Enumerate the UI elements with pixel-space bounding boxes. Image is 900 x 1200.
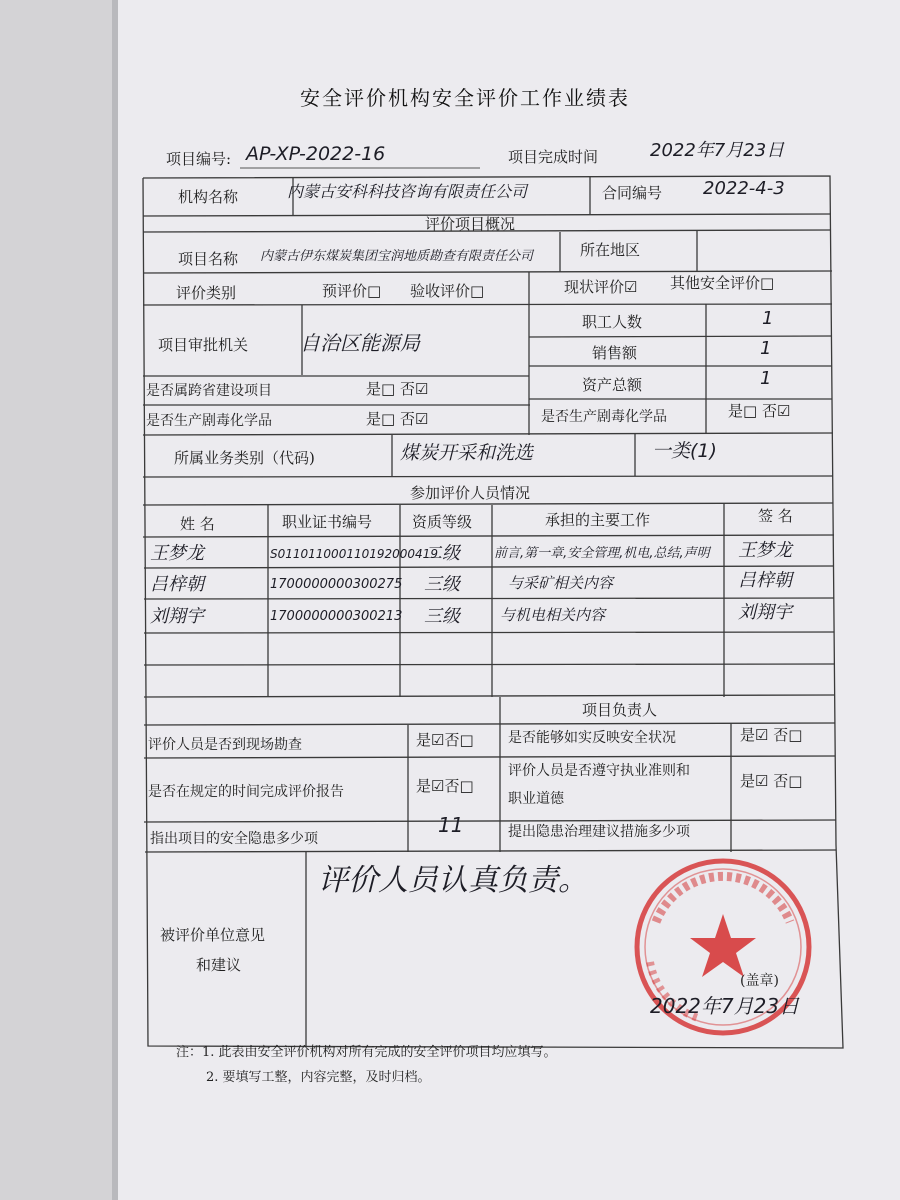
business-category-value: 煤炭开采和洗选 <box>400 442 534 464</box>
col-sign-header: 签 名 <box>758 507 793 525</box>
assets-label: 资产总额 <box>582 376 643 394</box>
evaluator-2-sign: 吕梓朝 <box>738 570 792 591</box>
note-2: 2. 要填写工整，内容完整，及时归档。 <box>206 1070 431 1085</box>
project-name-value: 内蒙古伊东煤炭集团宝润地质勘查有限责任公司 <box>260 249 534 264</box>
business-code-value: 一类(1) <box>652 440 717 462</box>
on-time-label: 是否在规定的时间完成评价报告 <box>148 784 344 800</box>
toxic-chem-choice-2: 是□ 否☑ <box>728 402 791 420</box>
project-leader-heading: 项目负责人 <box>582 701 658 719</box>
completion-date-value: 2022年7月23日 <box>650 140 785 161</box>
project-name-label: 项目名称 <box>178 250 239 268</box>
participants-heading: 参加评价人员情况 <box>410 484 531 502</box>
evaluator-2-work: 与采矿相关内容 <box>508 574 614 592</box>
contract-no-label: 合同编号 <box>602 184 663 202</box>
on-time-choice: 是☑否□ <box>416 777 474 795</box>
col-cert-header: 职业证书编号 <box>282 513 373 531</box>
site-survey-choice: 是☑否□ <box>416 731 474 749</box>
evaluator-1-cert: S011011000110192000419 <box>270 547 438 561</box>
other-eval-option: 其他安全评价□ <box>670 274 775 292</box>
evaluator-1-work: 前言,第一章,安全管理,机电,总结,声明 <box>494 546 710 561</box>
location-label: 所在地区 <box>580 241 641 259</box>
overview-heading: 评价项目概况 <box>425 215 516 233</box>
opinion-label-line1: 被评价单位意见 <box>160 926 266 944</box>
measures-label: 提出隐患治理建议措施多少项 <box>508 824 690 840</box>
evaluator-1-level: 二级 <box>424 543 460 564</box>
form-title: 安全评价机构安全评价工作业绩表 <box>300 86 630 110</box>
opinion-value: 评价人员认真负责。 <box>318 863 588 898</box>
pre-eval-option: 预评价□ <box>322 282 382 300</box>
col-level-header: 资质等级 <box>412 513 473 531</box>
evaluator-2-name: 吕梓朝 <box>150 574 204 595</box>
sales-label: 销售额 <box>592 344 638 362</box>
evaluator-3-name: 刘翔宇 <box>150 606 204 627</box>
assets-value: 1 <box>760 368 772 389</box>
eval-type-label: 评价类别 <box>176 284 237 302</box>
hazards-label: 指出项目的安全隐患多少项 <box>150 831 318 847</box>
evaluator-3-cert: 1700000000300213 <box>270 609 403 624</box>
opinion-label-line2: 和建议 <box>196 956 242 974</box>
sign-date-value: 2022年7月23日 <box>650 994 800 1018</box>
org-name-value: 内蒙古安科科技咨询有限责任公司 <box>287 182 528 201</box>
status-eval-option: 现状评价☑ <box>564 278 638 296</box>
hazards-count-value: 11 <box>438 813 464 837</box>
sales-value: 1 <box>760 338 772 359</box>
evaluator-2-cert: 1700000000300275 <box>270 577 403 592</box>
completion-time-label: 项目完成时间 <box>508 148 599 166</box>
staff-count-label: 职工人数 <box>582 313 643 331</box>
col-work-header: 承担的主要工作 <box>545 511 651 529</box>
evaluator-3-work: 与机电相关内容 <box>500 606 606 624</box>
cross-province-label: 是否属跨省建设项目 <box>146 383 272 399</box>
staff-count-value: 1 <box>762 308 774 329</box>
evaluator-1-sign: 王梦龙 <box>738 540 792 561</box>
project-no-label: 项目编号: <box>166 150 232 168</box>
reflect-safety-label: 是否能够如实反映安全状况 <box>508 730 676 746</box>
cross-province-choice: 是□ 否☑ <box>366 380 429 398</box>
approval-org-value: 自治区能源局 <box>300 331 420 355</box>
contract-no-value: 2022-4-3 <box>703 178 785 199</box>
evaluator-3-sign: 刘翔宇 <box>738 602 792 623</box>
reflect-safety-choice: 是☑ 否□ <box>740 726 803 744</box>
site-survey-label: 评价人员是否到现场勘查 <box>148 737 302 753</box>
note-1: 注：1. 此表由安全评价机构对所有完成的安全评价项目均应填写。 <box>176 1045 557 1060</box>
evaluator-2-level: 三级 <box>424 574 460 595</box>
evaluator-1-name: 王梦龙 <box>150 543 204 564</box>
evaluator-3-level: 三级 <box>424 606 460 627</box>
comply-label-line2: 职业道德 <box>508 791 564 807</box>
toxic-chem-label: 是否生产剧毒化学品 <box>146 413 272 429</box>
seal-note: (盖章) <box>740 973 779 989</box>
comply-label-line1: 评价人员是否遵守执业准则和 <box>508 763 690 779</box>
accept-eval-option: 验收评价□ <box>410 282 485 300</box>
business-category-label: 所属业务类别（代码) <box>174 449 315 467</box>
toxic-chem-choice: 是□ 否☑ <box>366 410 429 428</box>
project-no-underline <box>240 166 480 170</box>
toxic-chem-label-2: 是否生产剧毒化学品 <box>541 409 667 425</box>
project-no-value: AP-XP-2022-16 <box>246 143 386 165</box>
org-name-label: 机构名称 <box>178 188 239 206</box>
col-name-header: 姓 名 <box>180 515 215 533</box>
approval-org-label: 项目审批机关 <box>158 336 249 354</box>
comply-choice: 是☑ 否□ <box>740 772 803 790</box>
